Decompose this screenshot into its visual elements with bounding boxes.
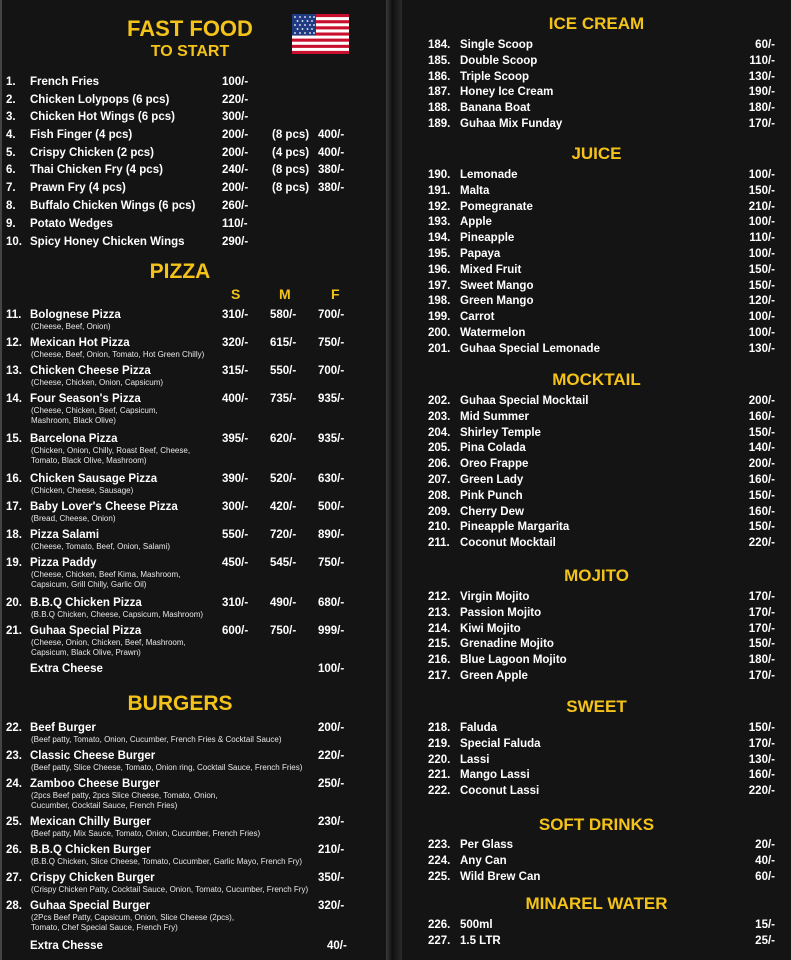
price-small: 300/- xyxy=(222,501,249,513)
pizza-size-f: F xyxy=(331,286,340,302)
item-name: Pineapple xyxy=(460,232,515,245)
item-price: 180/- xyxy=(748,102,775,115)
item-price: 160/- xyxy=(748,769,775,782)
item-description: Capsicum, Grill Chilly, Garlic Oil) xyxy=(31,580,147,589)
item-description: Cucumber, Cocktail Sauce, French Fries) xyxy=(31,801,178,810)
item-description: (Beef patty, Tomato, Onion, Cucumber, French Fries & Cocktail Sauce) xyxy=(31,735,282,744)
item-number: 19. xyxy=(6,557,22,569)
item-number: 194. xyxy=(428,232,451,245)
item-name: Extra Chesse xyxy=(30,940,103,952)
column-divider xyxy=(386,0,402,960)
item-name: Faluda xyxy=(460,722,498,734)
price-family: 935/- xyxy=(318,433,345,445)
item-number: 8. xyxy=(6,200,16,212)
item-portion-label: (8 pcs) xyxy=(272,164,310,176)
item-price: 100/- xyxy=(222,76,249,88)
item-number: 7. xyxy=(6,182,16,194)
item-price: 150/- xyxy=(748,279,775,292)
price-small: 550/- xyxy=(222,529,249,541)
item-description: Tomato, Black Olive, Mashroom) xyxy=(31,456,147,465)
item-name: Beef Burger xyxy=(30,722,96,734)
item-name: Mexican Chilly Burger xyxy=(30,816,151,828)
item-name: Guhaa Special Pizza xyxy=(30,625,142,637)
item-price: 150/- xyxy=(748,184,775,197)
item-number: 27. xyxy=(6,872,22,884)
item-price-large: 380/- xyxy=(318,164,345,176)
price-family: 680/- xyxy=(318,597,345,609)
item-name: Carrot xyxy=(460,311,495,324)
item-price: 150/- xyxy=(748,489,775,502)
item-price: 100/- xyxy=(748,248,775,260)
item-name: Potato Wedges xyxy=(30,218,113,230)
item-name: Barcelona Pizza xyxy=(30,433,118,445)
item-description: (Cheese, Beef, Onion) xyxy=(31,322,111,331)
price-family: 700/- xyxy=(318,365,345,377)
item-price: 130/- xyxy=(748,753,775,766)
price-medium: 545/- xyxy=(270,557,297,569)
item-name: 500ml xyxy=(460,919,493,931)
item-price: 180/- xyxy=(748,654,775,667)
item-number: 207. xyxy=(428,474,451,486)
price-medium: 620/- xyxy=(270,433,297,445)
item-price: 290/- xyxy=(222,236,249,248)
item-number: 198. xyxy=(428,295,451,308)
item-number: 16. xyxy=(6,473,22,485)
item-number: 209. xyxy=(428,505,451,518)
item-description: (Cheese, Onion, Chicken, Beef, Mashroom, xyxy=(31,638,186,647)
item-name: Wild Brew Can xyxy=(460,870,541,883)
item-price: 300/- xyxy=(222,111,249,123)
item-number: 201. xyxy=(428,342,451,355)
item-price: 160/- xyxy=(748,410,775,423)
item-price: 130/- xyxy=(748,342,775,355)
section-title-juice: JUICE xyxy=(571,144,622,163)
item-name: Chicken Lolypops (6 pcs) xyxy=(30,94,170,106)
item-portion-label: (4 pcs) xyxy=(272,147,310,159)
item-price: 170/- xyxy=(748,591,775,603)
item-number: 200. xyxy=(428,327,451,339)
item-price: 100/- xyxy=(748,216,775,229)
item-name: Special Faluda xyxy=(460,737,541,750)
item-price: 40/- xyxy=(755,854,775,867)
item-name: Guhaa Special Mocktail xyxy=(460,395,589,407)
item-name: Triple Scoop xyxy=(460,70,530,83)
item-price: 170/- xyxy=(748,737,775,750)
item-number: 214. xyxy=(428,622,451,635)
price-small: 320/- xyxy=(222,337,249,349)
item-number: 213. xyxy=(428,606,451,619)
item-name: Any Can xyxy=(460,854,507,867)
item-name: Per Glass xyxy=(460,839,514,851)
item-price: 240/- xyxy=(222,164,249,176)
item-name: Bolognese Pizza xyxy=(30,309,121,321)
item-price: 210/- xyxy=(318,844,345,856)
item-number: 222. xyxy=(428,785,451,798)
item-price: 170/- xyxy=(748,118,775,130)
item-number: 218. xyxy=(428,722,451,734)
section-title-sweet: SWEET xyxy=(566,697,627,716)
item-number: 216. xyxy=(428,654,451,667)
item-number: 190. xyxy=(428,169,451,181)
to-start-subtitle: TO START xyxy=(150,43,230,60)
item-name: Papaya xyxy=(460,248,501,260)
price-family: 999/- xyxy=(318,625,345,637)
item-price: 60/- xyxy=(755,870,775,883)
item-number: 1. xyxy=(6,76,16,88)
item-price: 100/- xyxy=(748,169,775,181)
item-description: (Beef patty, Slice Cheese, Tomato, Onion ring, Cocktail Sauce, French Fries) xyxy=(31,763,303,772)
item-name: Extra Cheese xyxy=(30,663,103,675)
item-name: Prawn Fry (4 pcs) xyxy=(30,182,126,194)
item-price: 210/- xyxy=(748,200,775,213)
item-price: 140/- xyxy=(748,442,775,455)
item-price: 350/- xyxy=(318,872,345,884)
item-name: Watermelon xyxy=(460,327,526,339)
item-portion-label: (8 pcs) xyxy=(272,182,310,194)
item-name: Pink Punch xyxy=(460,489,523,502)
item-number: 2. xyxy=(6,94,16,106)
item-price: 200/- xyxy=(318,722,345,734)
item-number: 5. xyxy=(6,147,16,159)
price-small: 310/- xyxy=(222,597,249,609)
item-price: 150/- xyxy=(748,722,775,734)
price-family: 750/- xyxy=(318,337,345,349)
item-price: 150/- xyxy=(748,638,775,651)
item-name: Green Mango xyxy=(460,295,534,308)
item-number: 215. xyxy=(428,638,451,651)
item-number: 203. xyxy=(428,410,451,423)
item-name: 1.5 LTR xyxy=(460,934,501,947)
item-price: 150/- xyxy=(748,263,775,276)
item-number: 18. xyxy=(6,529,22,541)
price-family: 630/- xyxy=(318,473,345,485)
item-price: 160/- xyxy=(748,474,775,486)
item-number: 212. xyxy=(428,591,451,603)
item-name: Chicken Cheese Pizza xyxy=(30,365,151,377)
item-description: (2Pcs Beef Patty, Capsicum, Onion, Slice Cheese (2pcs), xyxy=(31,913,235,922)
price-medium: 420/- xyxy=(270,501,297,513)
item-description: Tomato, Chef Special Sauce, French Fry) xyxy=(31,923,178,932)
item-name: Green Lady xyxy=(460,474,524,486)
item-name: Virgin Mojito xyxy=(460,591,530,603)
price-family: 700/- xyxy=(318,309,345,321)
item-description: Capsicum, Black Olive, Prawn) xyxy=(31,648,141,657)
item-name: Apple xyxy=(460,216,492,229)
item-name: Thai Chicken Fry (4 pcs) xyxy=(30,164,163,176)
item-description: (Cheese, Chicken, Beef Kima, Mashroom, xyxy=(31,570,181,579)
item-number: 25. xyxy=(6,816,22,828)
item-description: (Cheese, Tomato, Beef, Onion, Salami) xyxy=(31,542,171,551)
item-number: 199. xyxy=(428,311,451,324)
item-number: 9. xyxy=(6,218,16,230)
item-number: 185. xyxy=(428,54,451,67)
item-number: 204. xyxy=(428,426,451,439)
item-price-large: 400/- xyxy=(318,147,345,159)
item-name: Fish Finger (4 pcs) xyxy=(30,129,133,141)
item-number: 15. xyxy=(6,433,22,445)
item-price-large: 380/- xyxy=(318,182,345,194)
item-description: (Crispy Chicken Patty, Cocktail Sauce, Onion, Tomato, Cucumber, French Fry) xyxy=(31,885,309,894)
item-number: 197. xyxy=(428,279,451,292)
item-number: 217. xyxy=(428,670,451,682)
item-price: 200/- xyxy=(222,182,249,194)
item-price: 320/- xyxy=(318,900,345,912)
item-name: Guhaa Special Burger xyxy=(30,900,151,912)
price-medium: 550/- xyxy=(270,365,297,377)
item-description: (B.B.Q Chicken, Cheese, Capsicum, Mashroom) xyxy=(31,610,204,619)
item-price: 15/- xyxy=(755,919,775,931)
item-name: Pizza Paddy xyxy=(30,557,97,569)
item-name: Spicy Honey Chicken Wings xyxy=(30,236,185,248)
item-name: Green Apple xyxy=(460,670,528,682)
item-name: Grenadine Mojito xyxy=(460,638,554,651)
price-small: 315/- xyxy=(222,365,249,377)
price-small: 600/- xyxy=(222,625,249,637)
item-number: 4. xyxy=(6,129,16,141)
price-small: 395/- xyxy=(222,433,249,445)
item-price: 170/- xyxy=(748,606,775,619)
us-flag-icon xyxy=(292,14,349,54)
item-number: 10. xyxy=(6,236,22,248)
section-title-mocktail: MOCKTAIL xyxy=(552,370,641,389)
item-number: 3. xyxy=(6,111,16,123)
item-name: Mexican Hot Pizza xyxy=(30,337,130,349)
item-number: 192. xyxy=(428,200,451,213)
item-name: Guhaa Mix Funday xyxy=(460,118,563,130)
item-price: 110/- xyxy=(222,218,248,230)
item-number: 220. xyxy=(428,753,451,766)
pizza-size-m: M xyxy=(279,286,291,302)
item-name: Pomegranate xyxy=(460,200,533,213)
item-number: 225. xyxy=(428,870,451,883)
item-number: 226. xyxy=(428,919,451,931)
item-price: 170/- xyxy=(748,670,775,682)
item-name: French Fries xyxy=(30,76,100,88)
item-number: 221. xyxy=(428,769,451,782)
item-name: Passion Mojito xyxy=(460,606,542,619)
item-name: Classic Cheese Burger xyxy=(30,750,156,762)
item-name: B.B.Q Chicken Pizza xyxy=(30,597,142,609)
item-number: 227. xyxy=(428,934,451,947)
price-small: 310/- xyxy=(222,309,249,321)
item-name: Mid Summer xyxy=(460,410,530,423)
item-price: 220/- xyxy=(222,94,249,106)
price-medium: 520/- xyxy=(270,473,297,485)
left-menu-column xyxy=(0,0,386,960)
item-name: Honey Ice Cream xyxy=(460,86,554,99)
section-title-ice-cream: ICE CREAM xyxy=(548,14,645,33)
item-name: Oreo Frappe xyxy=(460,458,529,471)
item-name: Lemonade xyxy=(460,169,518,181)
item-number: 211. xyxy=(428,537,450,550)
item-description: (2pcs Beef patty, 2pcs Slice Cheese, Tomato, Onion, xyxy=(31,791,218,800)
item-number: 20. xyxy=(6,597,22,609)
item-description: (Beef patty, Mix Sauce, Tomato, Onion, Cucumber, French Fries) xyxy=(31,829,261,838)
item-price: 230/- xyxy=(318,816,345,828)
item-price: 120/- xyxy=(748,295,775,308)
item-name: Sweet Mango xyxy=(460,279,534,292)
item-price: 250/- xyxy=(318,778,345,790)
item-name: Chicken Hot Wings (6 pcs) xyxy=(30,111,175,123)
price-medium: 580/- xyxy=(270,309,297,321)
price-medium: 615/- xyxy=(270,337,297,349)
item-number: 189. xyxy=(428,118,451,130)
item-price: 150/- xyxy=(748,521,775,534)
item-number: 206. xyxy=(428,458,451,471)
item-price: 260/- xyxy=(222,200,249,212)
item-name: Crispy Chicken (2 pcs) xyxy=(30,147,154,159)
price-small: 390/- xyxy=(222,473,249,485)
item-number: 196. xyxy=(428,263,451,276)
item-name: Shirley Temple xyxy=(460,426,541,439)
item-name: Single Scoop xyxy=(460,39,533,51)
item-number: 28. xyxy=(6,900,22,912)
item-price: 220/- xyxy=(318,750,345,762)
item-name: Pina Colada xyxy=(460,442,526,455)
item-name: Chicken Sausage Pizza xyxy=(30,473,158,485)
item-number: 186. xyxy=(428,70,451,83)
item-name: Coconut Mocktail xyxy=(460,537,556,550)
item-price: 200/- xyxy=(222,129,249,141)
item-description: (Chicken, Onion, Chilly, Roast Beef, Cheese, xyxy=(31,446,191,455)
item-description: (Chicken, Cheese, Sausage) xyxy=(31,486,134,495)
item-price: 170/- xyxy=(748,622,775,635)
item-price: 200/- xyxy=(222,147,249,159)
item-name: Buffalo Chicken Wings (6 pcs) xyxy=(30,200,196,212)
item-number: 26. xyxy=(6,844,22,856)
item-name: Pineapple Margarita xyxy=(460,521,570,534)
fast-food-title: FAST FOOD xyxy=(127,16,253,41)
item-price: 220/- xyxy=(748,785,775,798)
item-name: Double Scoop xyxy=(460,54,538,67)
item-price-large: 400/- xyxy=(318,129,345,141)
item-number: 13. xyxy=(6,365,22,377)
item-price: 40/- xyxy=(327,940,347,952)
item-price: 100/- xyxy=(318,663,345,675)
item-number: 224. xyxy=(428,854,451,867)
item-price: 60/- xyxy=(755,39,775,51)
left-edge xyxy=(0,0,2,960)
item-number: 219. xyxy=(428,737,451,750)
item-price: 150/- xyxy=(748,426,775,439)
item-description: (Cheese, Chicken, Beef, Capsicum, xyxy=(31,406,158,415)
item-name: Guhaa Special Lemonade xyxy=(460,342,600,355)
item-number: 193. xyxy=(428,216,451,229)
item-price: 110/- xyxy=(749,54,775,67)
item-number: 12. xyxy=(6,337,22,349)
item-price: 100/- xyxy=(748,311,775,324)
item-number: 14. xyxy=(6,393,22,405)
price-medium: 735/- xyxy=(270,393,297,405)
item-number: 22. xyxy=(6,722,22,734)
item-number: 202. xyxy=(428,395,451,407)
item-price: 200/- xyxy=(748,395,775,407)
item-price: 130/- xyxy=(748,70,775,83)
price-medium: 490/- xyxy=(270,597,297,609)
section-title-minarel-water: MINAREL WATER xyxy=(525,894,668,913)
burgers-title: BURGERS xyxy=(127,692,233,715)
section-title-mojito: MOJITO xyxy=(564,566,629,585)
price-small: 400/- xyxy=(222,393,249,405)
item-name: B.B.Q Chicken Burger xyxy=(30,844,151,856)
price-medium: 720/- xyxy=(270,529,297,541)
item-number: 23. xyxy=(6,750,22,762)
item-portion-label: (8 pcs) xyxy=(272,129,310,141)
item-name: Coconut Lassi xyxy=(460,785,540,798)
item-price: 110/- xyxy=(749,232,775,245)
pizza-size-s: S xyxy=(231,286,241,302)
item-number: 191. xyxy=(428,184,451,197)
item-description: (Cheese, Beef, Onion, Tomato, Hot Green Chilly) xyxy=(31,350,205,359)
item-price: 25/- xyxy=(755,934,775,947)
item-name: Zamboo Cheese Burger xyxy=(30,778,160,790)
item-name: Malta xyxy=(460,184,490,197)
item-number: 195. xyxy=(428,248,451,260)
item-name: Cherry Dew xyxy=(460,505,524,518)
item-name: Blue Lagoon Mojito xyxy=(460,654,567,667)
item-number: 11. xyxy=(6,309,22,321)
item-price: 20/- xyxy=(755,839,775,851)
item-name: Kiwi Mojito xyxy=(460,622,521,635)
item-name: Crispy Chicken Burger xyxy=(30,872,155,884)
price-family: 750/- xyxy=(318,557,345,569)
item-price: 190/- xyxy=(748,86,775,99)
item-name: Pizza Salami xyxy=(30,529,100,541)
item-price: 220/- xyxy=(748,537,775,550)
item-price: 200/- xyxy=(748,458,775,471)
item-price: 100/- xyxy=(748,327,775,339)
item-name: Lassi xyxy=(460,753,490,766)
item-number: 188. xyxy=(428,102,451,115)
item-name: Four Season's Pizza xyxy=(30,393,141,405)
item-number: 17. xyxy=(6,501,22,513)
price-family: 935/- xyxy=(318,393,345,405)
item-number: 6. xyxy=(6,164,16,176)
pizza-title: PIZZA xyxy=(149,260,211,283)
item-name: Mango Lassi xyxy=(460,769,530,782)
section-title-soft-drinks: SOFT DRINKS xyxy=(538,815,655,834)
price-small: 450/- xyxy=(222,557,249,569)
item-number: 184. xyxy=(428,39,451,51)
item-name: Banana Boat xyxy=(460,102,531,115)
price-family: 890/- xyxy=(318,529,345,541)
item-description: (B.B.Q Chicken, Slice Cheese, Tomato, Cucumber, Garlic Mayo, French Fry) xyxy=(31,857,303,866)
item-description: (Cheese, Chicken, Onion, Capsicum) xyxy=(31,378,164,387)
item-number: 205. xyxy=(428,442,451,455)
item-description: (Bread, Cheese, Onion) xyxy=(31,514,116,523)
price-family: 500/- xyxy=(318,501,345,513)
item-description: Mashroom, Black Olive) xyxy=(31,416,116,425)
item-name: Baby Lover's Cheese Pizza xyxy=(30,501,178,513)
item-number: 210. xyxy=(428,521,451,534)
item-number: 223. xyxy=(428,839,451,851)
item-number: 24. xyxy=(6,778,22,790)
item-name: Mixed Fruit xyxy=(460,263,522,276)
item-number: 21. xyxy=(6,625,22,637)
item-number: 187. xyxy=(428,86,451,99)
item-number: 208. xyxy=(428,489,451,502)
right-menu-column xyxy=(402,0,791,960)
price-medium: 750/- xyxy=(270,625,297,637)
item-price: 160/- xyxy=(748,505,775,518)
